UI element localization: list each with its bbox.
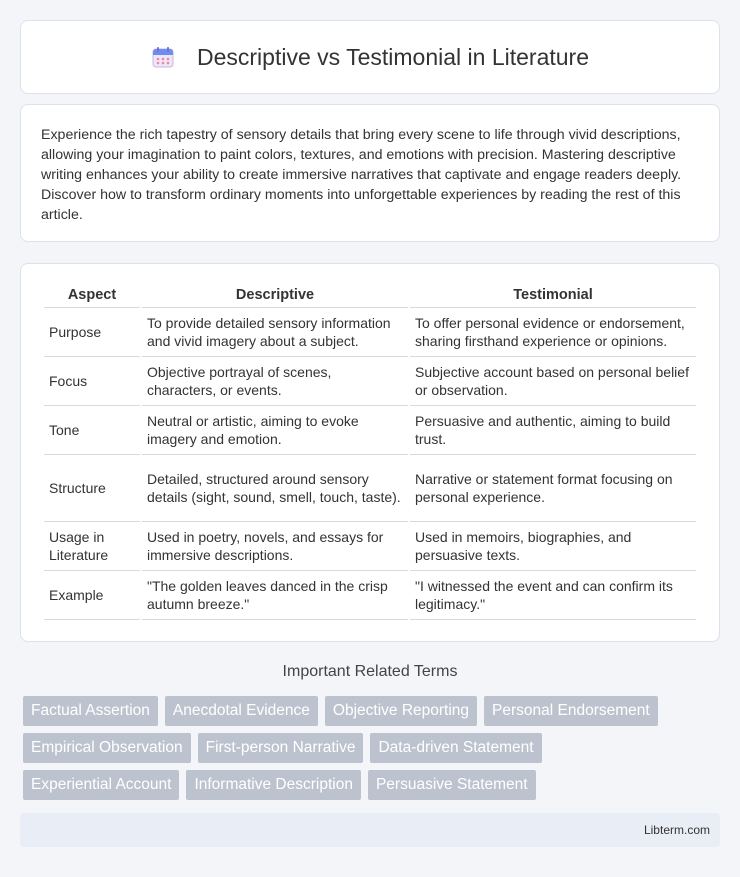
comparison-table [42, 282, 698, 620]
tag-persuasive-statement[interactable]: Persuasive Statement [368, 770, 536, 800]
aspect-cell: Example [44, 571, 140, 620]
descriptive-cell: To provide detailed sensory information and vivid imagery about a subject. [142, 308, 408, 357]
aspect-cell: Focus [44, 357, 140, 406]
tag-experiential-account[interactable]: Experiential Account [23, 770, 179, 800]
footer-site-link[interactable]: Libterm.com [643, 823, 710, 837]
tag-data-driven-statement[interactable]: Data-driven Statement [370, 733, 541, 763]
testimonial-cell: "I witnessed the event and can confirm its legitimacy." [410, 571, 696, 620]
tag-first-person-narrative[interactable]: First-person Narrative [198, 733, 364, 763]
descriptive-cell: Neutral or artistic, aiming to evoke imagery and emotion. [142, 406, 408, 455]
table-row [44, 357, 696, 406]
tag-objective-reporting[interactable]: Objective Reporting [325, 696, 477, 726]
table-row [44, 522, 696, 571]
table-row [44, 406, 696, 455]
testimonial-cell: Persuasive and authentic, aiming to build trust. [410, 406, 696, 455]
header-card [20, 20, 720, 94]
table-row [44, 455, 696, 522]
testimonial-cell: Narrative or statement format focusing on personal experience. [410, 455, 696, 522]
testimonial-cell: Subjective account based on personal belief or observation. [410, 357, 696, 406]
descriptive-cell: "The golden leaves danced in the crisp autumn breeze." [142, 571, 408, 620]
table-row [44, 308, 696, 357]
descriptive-cell: Objective portrayal of scenes, characters, or events. [142, 357, 408, 406]
page-title: Descriptive vs Testimonial in Literature [196, 43, 589, 70]
testimonial-cell: To offer personal evidence or endorsement, sharing firsthand experience or opinions. [410, 308, 696, 357]
comparison-table-card [20, 263, 720, 642]
tag-empirical-observation[interactable]: Empirical Observation [23, 733, 191, 763]
table-header-row [44, 282, 696, 308]
tag-row [23, 733, 723, 763]
aspect-cell: Purpose [44, 308, 140, 357]
intro-card [20, 104, 720, 242]
table-row [44, 571, 696, 620]
column-header-aspect: Aspect [44, 282, 140, 308]
tag-factual-assertion[interactable]: Factual Assertion [23, 696, 158, 726]
tag-personal-endorsement[interactable]: Personal Endorsement [484, 696, 658, 726]
testimonial-cell: Used in memoirs, biographies, and persuasive texts. [410, 522, 696, 571]
aspect-cell: Usage in Literature [44, 522, 140, 571]
footer [20, 813, 720, 847]
tag-row [23, 770, 723, 800]
calendar-icon [151, 45, 175, 69]
tag-anecdotal-evidence[interactable]: Anecdotal Evidence [165, 696, 318, 726]
descriptive-cell: Used in poetry, novels, and essays for immersive descriptions. [142, 522, 408, 571]
descriptive-cell: Detailed, structured around sensory details (sight, sound, smell, touch, taste). [142, 455, 408, 522]
aspect-cell: Structure [44, 455, 140, 522]
related-terms-tags [23, 696, 723, 807]
tag-row [23, 696, 723, 726]
column-header-testimonial: Testimonial [410, 282, 696, 308]
related-terms-title: Important Related Terms [282, 663, 458, 680]
aspect-cell: Tone [44, 406, 140, 455]
column-header-descriptive: Descriptive [142, 282, 408, 308]
tag-informative-description[interactable]: Informative Description [186, 770, 361, 800]
intro-text: Experience the rich tapestry of sensory details that bring every scene to life through vivid descriptions, allowing your imagination to paint colors, textures, and emotions with precision. Mastering descriptive writing enhances your ability to create immersive narratives that captivate and engage readers deeply. Discover how to transform ordinary moments into unforgettable experiences by reading the rest of this article. [41, 127, 682, 223]
